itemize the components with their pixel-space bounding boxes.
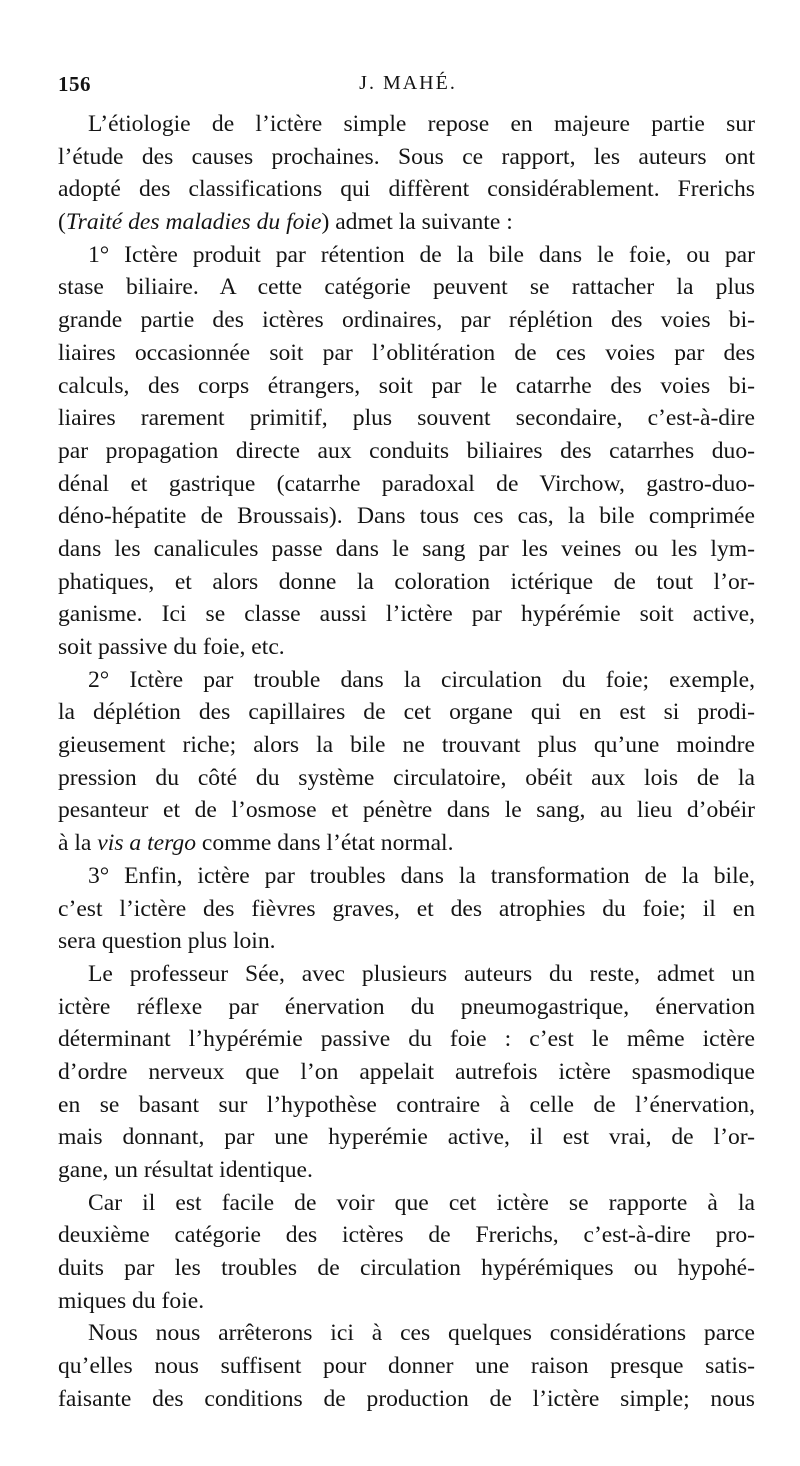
text-line: pesanteur et de l’osmose et pénètre dans le sang, au lieu d’obéir <box>58 797 755 824</box>
text-line: 1° Ictère produit par rétention de la bile dans le foie, ou par <box>88 241 755 268</box>
text-line: dénal et gastrique (catarrhe paradoxal de Virchow, gastro-duo- <box>58 470 755 497</box>
page-header <box>58 72 758 102</box>
text-line: 2° Ictère par trouble dans la circulation du foie; exemple, <box>88 666 755 693</box>
text-line: soit passive du foie, etc. <box>58 634 285 660</box>
text-line: ganisme. Ici se classe aussi l’ictère par hypérémie soit active, <box>58 601 755 628</box>
text-line: l’étude des causes prochaines. Sous ce rapport, les auteurs ont <box>58 143 755 170</box>
text-line: 3° Enfin, ictère par troubles dans la transformation de la bile, <box>88 862 755 889</box>
text-line: qu’elles nous suffisent pour donner une raison presque satis- <box>58 1353 755 1380</box>
text-line: liaires occasionnée soit par l’oblitération de ces voies par des <box>58 339 755 366</box>
text-line: déno-hépatite de Broussais). Dans tous ces cas, la bile comprimée <box>58 503 755 530</box>
running-head: J. MAHÉ. <box>359 72 457 94</box>
text-line: phatiques, et alors donne la coloration ictérique de tout l’or- <box>58 568 755 595</box>
text-line: adopté des classifications qui diffèrent considérablement. Frerichs <box>58 176 755 203</box>
text-line: c’est l’ictère des fièvres graves, et des atrophies du foie; il en <box>58 895 755 922</box>
text-line: par propagation directe aux conduits biliaires des catarrhes duo- <box>58 437 755 464</box>
text-line: ictère réflexe par énervation du pneumogastrique, énervation <box>58 993 755 1020</box>
page-number: 156 <box>58 72 91 96</box>
text-line: duits par les troubles de circulation hypérémiques ou hypohé- <box>58 1255 755 1282</box>
text-line: faisante des conditions de production de l’ictère simple; nous <box>58 1385 755 1412</box>
text-line: calculs, des corps étrangers, soit par le catarrhe des voies bi- <box>58 372 755 399</box>
text-line: L’étiologie de l’ictère simple repose en majeure partie sur <box>88 111 755 137</box>
text-segment: ) admet la suivante : <box>321 209 513 236</box>
text-line: en se basant sur l’hypothèse contraire à celle de l’énervation, <box>58 1091 755 1118</box>
text-line: miques du foie. <box>58 1287 205 1314</box>
text-segment: à la <box>58 830 98 857</box>
text-line: Le professeur Sée, avec plusieurs auteurs du reste, admet un <box>88 960 755 987</box>
text-line: dans les canalicules passe dans le sang par les veines ou les lym- <box>58 535 755 562</box>
text-segment: comme dans l’état normal. <box>196 830 454 857</box>
text-line: gane, un résultat identique. <box>58 1157 313 1183</box>
text-line: Car il est facile de voir que cet ictère se rapporte à la <box>88 1189 755 1216</box>
text-segment: ( <box>58 209 66 236</box>
text-line: stase biliaire. A cette catégorie peuvent se rattacher la plus <box>58 274 755 301</box>
text-line: d’ordre nerveux que l’on appelait autrefois ictère spasmodique <box>58 1058 755 1085</box>
text-line <box>58 827 755 860</box>
text-line: mais donnant, par une hyperémie active, il est vrai, de l’or- <box>58 1124 755 1151</box>
text-line: sera question plus loin. <box>58 928 276 955</box>
italic-title: Traité des maladies du foie <box>65 209 322 236</box>
text-line <box>58 206 755 239</box>
text-line: liaires rarement primitif, plus souvent secondaire, c’est-à-dire <box>58 405 755 432</box>
text-line: déterminant l’hypérémie passive du foie : c’est le même ictère <box>58 1026 755 1053</box>
text-line: la déplétion des capillaires de cet organe qui en est si prodi- <box>58 699 755 726</box>
text-line: gieusement riche; alors la bile ne trouvant plus qu’une moindre <box>58 732 755 759</box>
body-text <box>58 108 755 1416</box>
text-line: grande partie des ictères ordinaires, par réplétion des voies bi- <box>58 307 755 334</box>
text-line: deuxième catégorie des ictères de Frerichs, c’est-à-dire pro- <box>58 1222 755 1249</box>
italic-title: vis a tergo <box>97 830 197 857</box>
text-line: Nous nous arrêterons ici à ces quelques considérations parce <box>88 1320 755 1347</box>
text-line: pression du côté du système circulatoire, obéit aux lois de la <box>58 764 755 791</box>
